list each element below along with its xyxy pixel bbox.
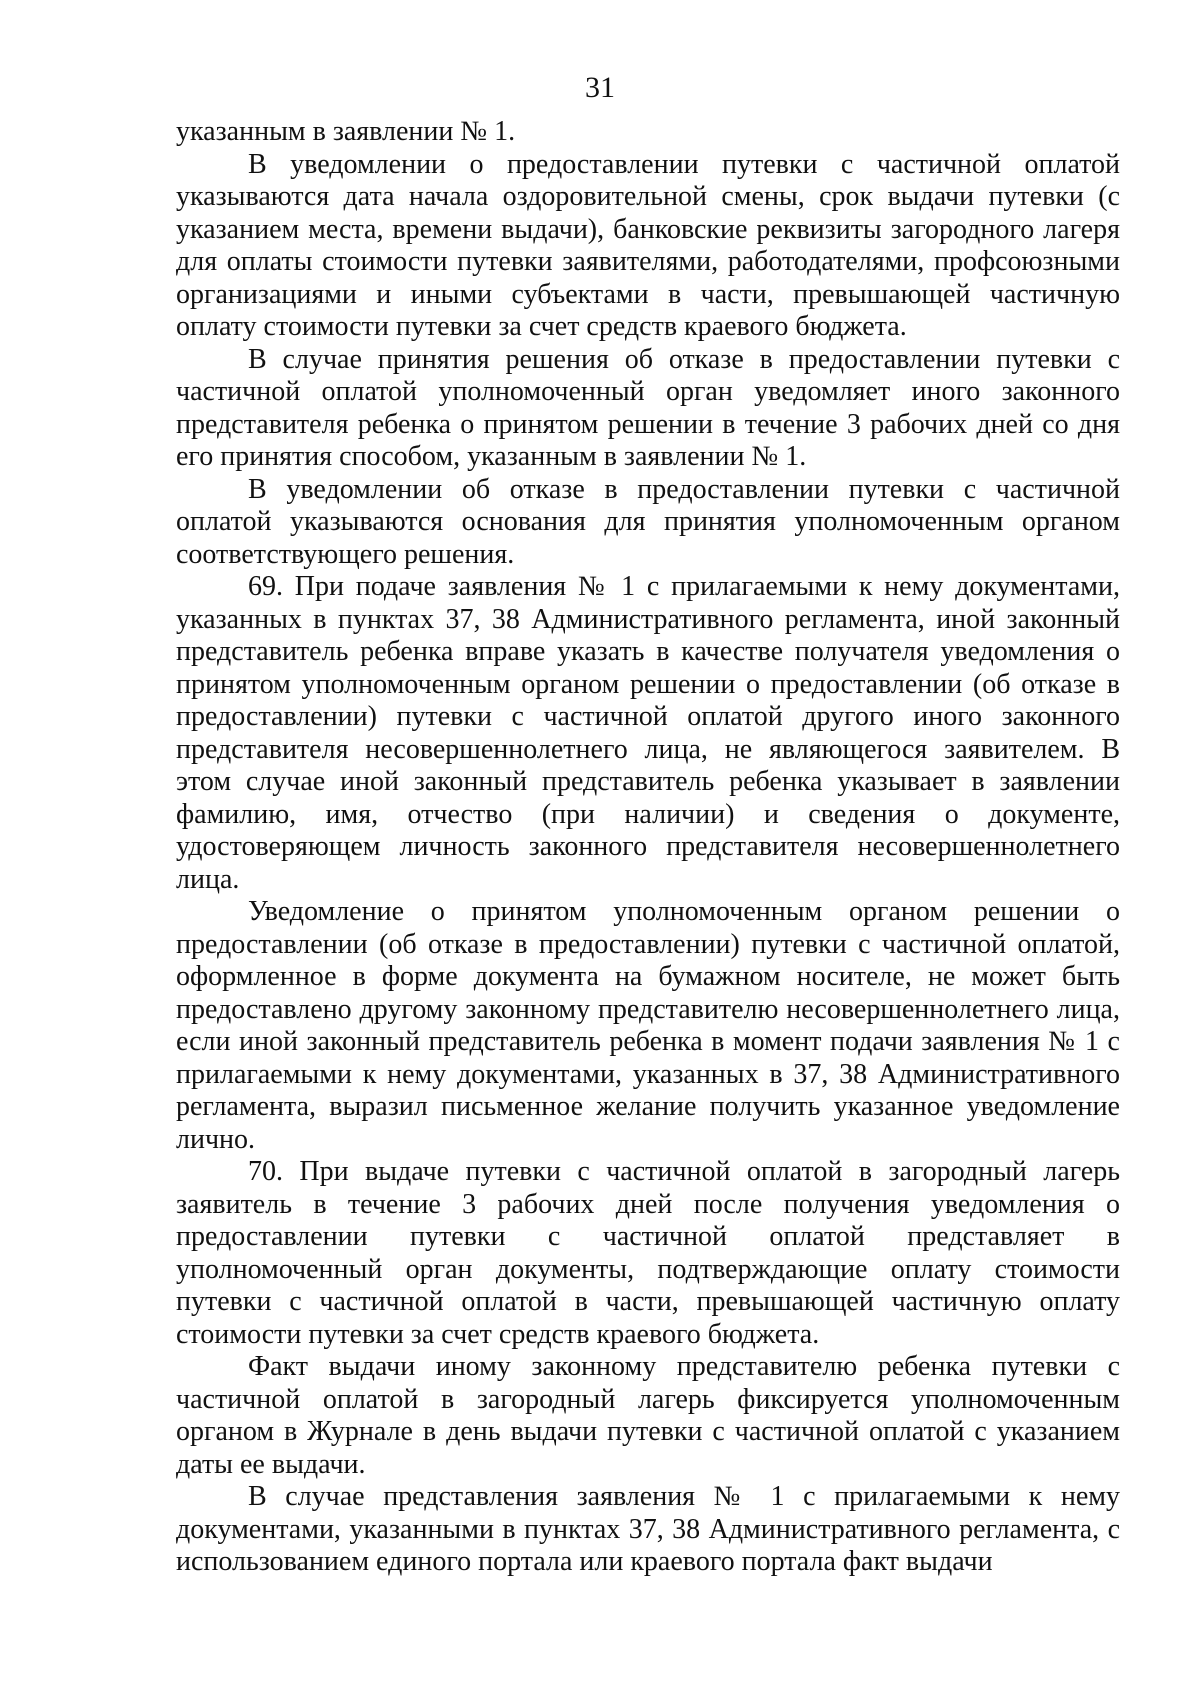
paragraph-item-69: 69. При подаче заявления № 1 с прилагаемыми к нему документами, указанных в пунктах 37, 38 Административного регламента, иной законный представитель ребенка вправе указать в качестве получателя уведомления о принятом уполномоченным органом решении о предоставлении (об отказе в предоставлении) путевки с частичной оплатой другого иного законного представителя несовершеннолетнего лица, не являющегося заявителем. В этом случае иной законный представитель ребенка указывает в заявлении фамилию, имя, отчество (при наличии) и сведения о документе, удостоверяющем личность законного представителя несовершеннолетнего лица. [176, 571, 1120, 895]
paragraph-continuation: указанным в заявлении № 1. [176, 116, 516, 147]
paragraph-portal-submission: В случае представления заявления № 1 с прилагаемыми к нему документами, указанными в пунктах 37, 38 Административного регламента, с использованием единого портала или краевого портала факт выдачи [176, 1481, 1120, 1577]
paragraph-item-70: 70. При выдаче путевки с частичной оплатой в загородный лагерь заявитель в течение 3 рабочих дней после получения уведомления о предоставлении путевки с частичной оплатой представляет в уполномоченный орган документы, подтверждающие оплату стоимости путевки с частичной оплатой в части, превышающей частичную оплату стоимости путевки за счет средств краевого бюджета. [176, 1156, 1120, 1350]
document-body [176, 116, 1120, 1579]
paragraph-issuance-record: Факт выдачи иному законному представителю ребенка путевки с частичной оплатой в загородный лагерь фиксируется уполномоченным органом в Журнале в день выдачи путевки с частичной оплатой с указанием даты ее выдачи. [176, 1351, 1120, 1480]
paragraph-notification-contents: В уведомлении о предоставлении путевки с частичной оплатой указываются дата начала оздоровительной смены, срок выдачи путевки (с указанием места, времени выдачи), банковские реквизиты загородного лагеря для оплаты стоимости путевки заявителями, работодателями, профсоюзными организациями и иными субъектами в части, превышающей частичную оплату стоимости путевки за счет средств краевого бюджета. [176, 148, 1120, 342]
paragraph-refusal-notification: В уведомлении об отказе в предоставлении путевки с частичной оплатой указываются основания для принятия уполномоченным органом соответствующего решения. [176, 473, 1120, 570]
paragraph-refusal-decision: В случае принятия решения об отказе в предоставлении путевки с частичной оплатой уполномоченный орган уведомляет иного законного представителя ребенка о принятом решении в течение 3 рабочих дней со дня его принятия способом, указанным в заявлении № 1. [176, 343, 1120, 472]
paragraph-notification-paper: Уведомление о принятом уполномоченным органом решении о предоставлении (об отказе в предоставлении) путевки с частичной оплатой, оформленное в форме документа на бумажном носителе, не может быть предоставлено другому законному представителю несовершеннолетнего лица, если иной законный представитель ребенка в момент подачи заявления № 1 с прилагаемыми к нему документами, указанных в 37, 38 Административного регламента, выразил письменное желание получить указанное уведомление лично. [176, 896, 1120, 1155]
page-number: 31 [585, 71, 615, 104]
